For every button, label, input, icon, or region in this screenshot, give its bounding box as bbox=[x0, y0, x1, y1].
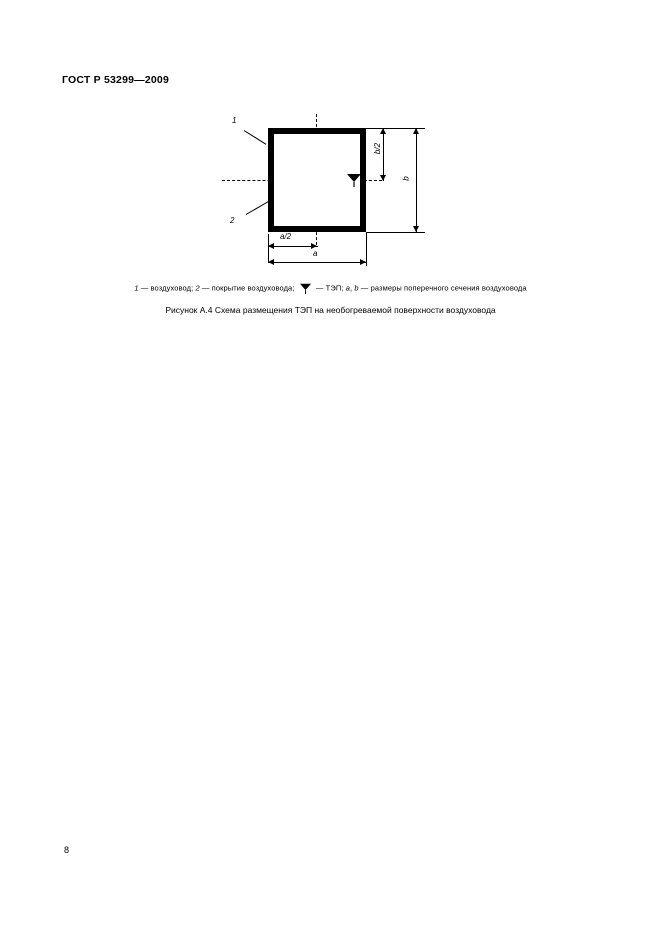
legend-part-4-separator: , bbox=[349, 283, 355, 293]
dim-b-line bbox=[416, 128, 417, 232]
dim-a-label: a bbox=[313, 249, 318, 258]
dim-a-arrow-left-icon bbox=[268, 259, 274, 265]
dim-b-arrow-down-icon bbox=[413, 226, 419, 232]
legend-part-3-text: — ТЭП; bbox=[313, 283, 346, 293]
dim-a-extension-line bbox=[366, 232, 367, 266]
page-number: 8 bbox=[64, 845, 70, 855]
callout-2-label: 2 bbox=[230, 216, 235, 225]
legend-part-1-number: 1 bbox=[134, 283, 139, 293]
dim-a-arrow-right-icon bbox=[360, 259, 366, 265]
callout-2-leader-line bbox=[246, 201, 269, 215]
legend-part-4-number-b: b bbox=[354, 283, 359, 293]
dim-a-half-label: a/2 bbox=[280, 232, 292, 241]
standard-header: ГОСТ Р 53299—2009 bbox=[62, 74, 170, 86]
dim-a-half-arrow-left-icon bbox=[268, 243, 274, 249]
legend-part-1-text: — воздуховод; bbox=[138, 283, 196, 293]
dim-b-half-label: b/2 bbox=[373, 142, 383, 155]
tep-arrow-icon bbox=[346, 173, 362, 187]
legend-part-4-text: — размеры поперечного сечения воздуховода bbox=[358, 283, 527, 293]
tep-legend-arrow-icon bbox=[299, 283, 312, 294]
callout-1-label: 1 bbox=[232, 116, 237, 125]
dim-b-label: b bbox=[401, 176, 411, 181]
dim-a-line bbox=[268, 262, 366, 263]
legend-part-4-number-a: a bbox=[345, 283, 350, 293]
dim-b-extension-line-bottom bbox=[366, 232, 425, 233]
figure-a4-diagram bbox=[180, 110, 500, 293]
dim-b-arrow-up-icon bbox=[413, 128, 419, 134]
legend-part-2-number: 2 bbox=[195, 283, 200, 293]
figure-legend bbox=[0, 283, 661, 294]
figure-caption: Рисунок А.4 Схема размещения ТЭП на необогреваемой поверхности воздуховода bbox=[165, 305, 496, 315]
legend-part-2-text: — покрытие воздуховода; bbox=[199, 283, 297, 293]
dim-b-half-arrow-down-icon bbox=[380, 175, 386, 181]
dim-b-half-line bbox=[383, 128, 384, 181]
callout-1-leader-line bbox=[244, 130, 267, 145]
